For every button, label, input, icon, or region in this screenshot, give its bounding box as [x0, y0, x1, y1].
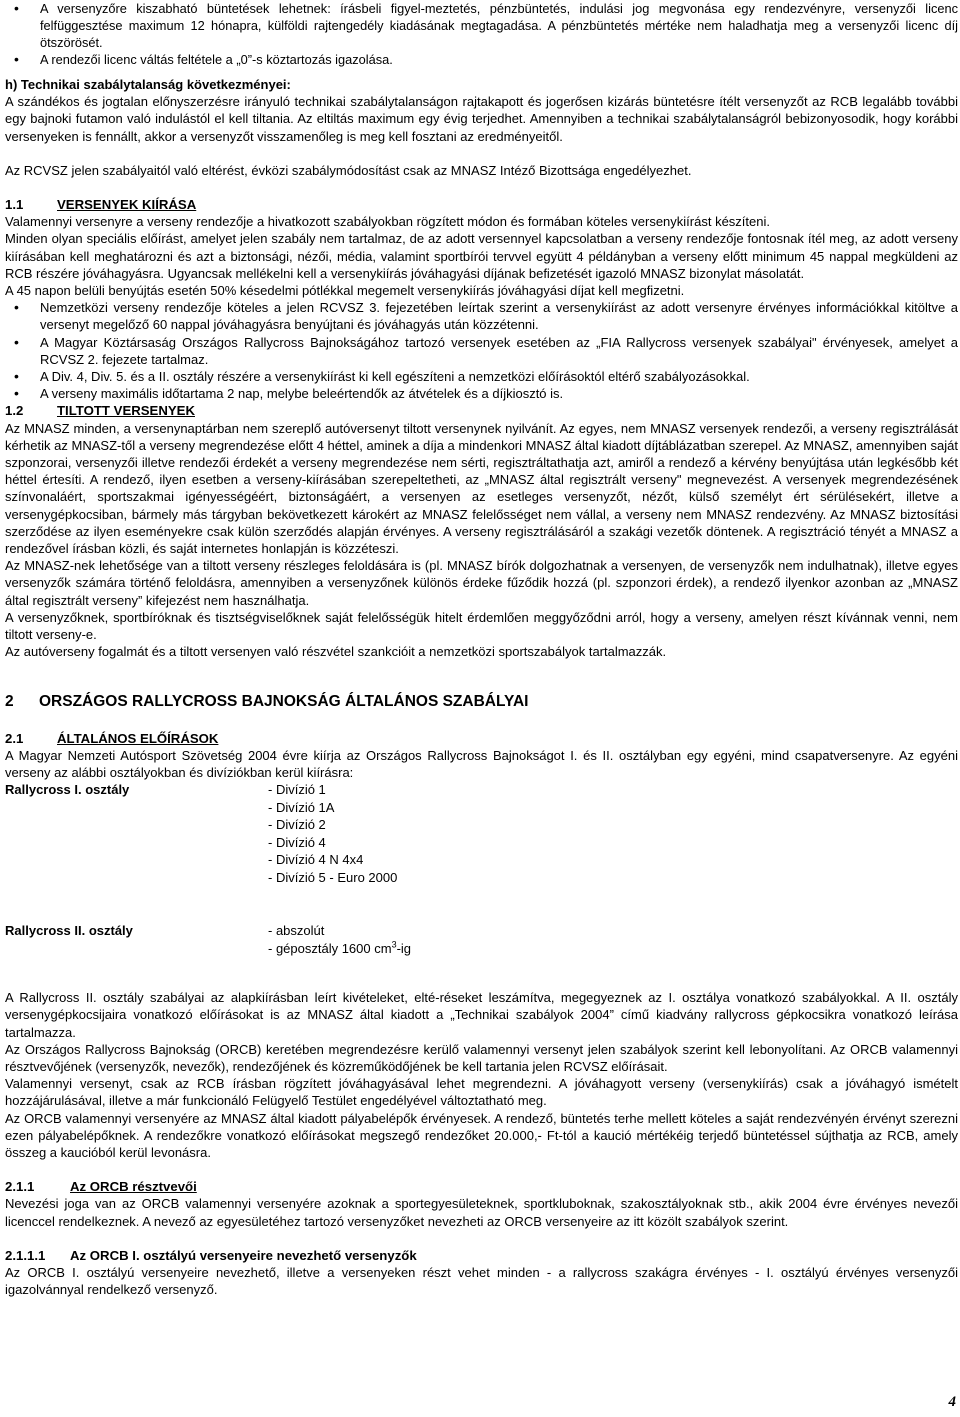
paragraph: Minden olyan speciális előírást, amelyet jelen szabály nem tartalmaz, de az adott versennyel kapcsolatban a verseny rendezője fontosnak ítél meg, az adott verseny kiírásában kell meghatározni és azt a biztonsági, nézői, média, valamint sportbírói tervvel együtt 4 példányban a verseny előtt minimum 45 nappal megküldeni az RCB részére jóváhagyásra. Ugyancsak mellékelni kell a versenykiírás jóváhagyási díjának befizetését igazoló MNASZ bizonylat másolatát.: [5, 231, 958, 281]
division-item: - Divízió 5 - Euro 2000: [268, 869, 398, 885]
document-page: [5, 0, 958, 1298]
paragraph: Az MNASZ minden, a versenynaptárban nem szereplő autóversenyt tiltott versenynek nyilvánít. Az egyes, nem MNASZ versenyek rendezői, a verseny regisztrálását kérhetik az MNASZ-től a verseny megrendezése előtt 4 héttel, aminek a díja a mindenkori MNASZ által kiadott díjtáblázatban szerepel. Az MNASZ, amennyiben saját szponzorai, versenyzői illetve rendezői érdekét a verseny megrendezése nem sérti, regisztráltathatja azt, amiről a rendező a kérvény benyújtása után legkésőbb két héttel értesíti. A rendező, ilyen esetben a verseny-kiírásában szerepeltetheti, az „MNASZ által regisztrált verseny" megnevezést. A versenyek megrendezésének színvonaláért, sportszakmai igényességéért, biztonságáért, a versenyen az esetleges versenyzőt, nézőt, külső személyt ért sérülésekért, illetve a versenygépkocsiban, bármely más tárgyban bekövetkezett károkért az MNASZ felelősséget nem vállal, a verseny nem MNASZ rendezvény. Az MNASZ biztosítási szerződése az ilyen eseményekre csak külön szerződés alapján érvényes. A verseny regisztrálásáról a szakági vezetők döntenek. A regisztráció tényét a MNASZ a rendezővel írásban közli, és saját internetes honlapján is közzéteszi.: [5, 420, 958, 557]
paragraph: Valamennyi versenyt, csak az RCB írásban rögzített jóváhagyásával lehet megrendezni. A jóváhagyott verseny (versenykiírás) csak a jóváhagyó ismételt hozzájárulásával, illetve a már funkcionáló Felügyelő Testület engedélyével változtatható meg.: [5, 1076, 958, 1109]
chapter-2-heading: [5, 691, 958, 713]
paragraph: Az ORCB I. osztályú versenyeire nevezhető, illetve a versenyeken részt vehet minden - a rallycross szakágra érvényes - I. osztályú érvényes versenyzői igazolvánnyal rendelkező versenyző.: [5, 1264, 958, 1298]
rallycross-class-2: [5, 922, 958, 957]
class-name: Rallycross II. osztály: [5, 923, 133, 939]
paragraph: A Magyar Nemzeti Autósport Szövetség 2004 évre kiírja az Országos Rallycross Bajnokságot I. és II. osztályban egy egyéni, mind csapatversenyre. Az egyéni verseny az alábbi osztályokban és divíziókban kerül kiírásra:: [5, 747, 958, 780]
division-text: -ig: [396, 940, 412, 956]
section-title: Az ORCB résztvevői: [70, 1179, 197, 1195]
section-number: 2.1: [5, 730, 24, 746]
section-number: 1.2: [5, 403, 24, 419]
section-2-1-1-1-heading: [5, 1247, 958, 1264]
chapter-number: 2: [5, 692, 14, 710]
list-item: • A Div. 4, Div. 5. és a II. osztály részére a versenykiírást ki kell egészíteni a nemzetközi előírásoktól eltérő szabályozásokkal.: [5, 368, 958, 385]
section-1-1-bullet-list: [5, 299, 958, 402]
penalty-bullet-list: [5, 0, 958, 68]
division-item: - Divízió 4 N 4x4: [268, 852, 364, 868]
division-item: - Divízió 1: [268, 782, 326, 798]
list-item: • A versenyzőre kiszabható büntetések lehetnek: írásbeli figyel-meztetés, pénzbüntetés, indulási jog megvonása egy rendezvényre, versenyzői licenc felfüggesztése maximum 12 hónapra, külföldi rajtengedély kiadásának megtagadása. A pénzbüntetés mértéke nem haladhatja meg a versenyzői licenc díj ötszörösét.: [5, 0, 958, 51]
paragraph: A Rallycross II. osztály szabályai az alapkiírásban leírt kivételeket, elté-réseket leszámítva, megegyeznek az I. osztálya vonatkozó szabályokkal. A II. osztály versenygépkocsijaira vonatkozó előírásokat is az MNASZ által kiadott a „Technikai szabályok 2004” című kiadvány rallycross gépkocsikra vonatkozó leírása tartalmazza.: [5, 990, 958, 1040]
division-item: - Divízió 1A: [268, 799, 335, 815]
rallycross-class-1: [5, 781, 958, 886]
section-2-1-1-heading: [5, 1178, 958, 1195]
section-number: 2.1.1: [5, 1179, 35, 1195]
class-name: Rallycross I. osztály: [5, 782, 130, 798]
paragraph: Az ORCB valamennyi versenyére az MNASZ által kiadott pályabelépők érvényesek. A rendező, büntetés terhe mellett köteles a saját rendezvényén érvényt szerezni ezen pályabelépőknek. A rendezőkre vonatkozó előírásokat megszegő rendezőket 20.000,- Ft-tól a kaució mértékéig terjedő büntetéssel sújthatja az RCB, amely összeg a kaucióból kerül levonásra.: [5, 1110, 958, 1160]
division-item: - abszolút: [268, 923, 325, 939]
page-number: 4: [948, 1393, 956, 1410]
paragraph: A versenyzőknek, sportbíróknak és tisztségviselőknek saját felelősségük hitelt érdemlően meggyőződni arról, hogy a verseny, amelyen részt kívánnak venni, nem tiltott verseny-e.: [5, 609, 958, 643]
section-h-title: h) Technikai szabálytalanság következményei:: [5, 77, 291, 92]
list-item: • A Magyar Köztársaság Országos Rallycross Bajnokságához tartozó versenyek esetében az „FIA Rallycross versenyek szabályai" érvényesek, amelyet a RCVSZ 2. fejezete tartalmaz.: [5, 334, 958, 368]
paragraph: Az MNASZ-nek lehetősége van a tiltott verseny részleges feloldására is (pl. MNASZ bírók dolgozhatnak a versenyen, de versenyzők nem indulhatnak), illetve egyes versenyzők számára történő feloldásra, amennyiben a versenyzőnek különös érdeke fűződik hozzá (pl. szponzori érdek), a rendező ilyenkor azonban az „MNASZ által regisztrált verseny” kifejezést nem használhatja.: [5, 558, 958, 608]
section-number: 2.1.1.1: [5, 1247, 46, 1263]
section-1-1-heading: [5, 196, 958, 213]
chapter-title: ORSZÁGOS RALLYCROSS BAJNOKSÁG ÁLTALÁNOS SZABÁLYAI: [39, 692, 529, 710]
section-title: Az ORCB I. osztályú versenyeire nevezhető versenyzők: [70, 1247, 417, 1263]
section-title: TILTOTT VERSENYEK: [57, 403, 195, 419]
list-item: • Nemzetközi verseny rendezője köteles a jelen RCVSZ 3. fejezetében leírtak szerint a versenykiírást az adott versenyre érvényes információkkal kitöltve a versenyt megelőző 60 nappal jóváhagyásra benyújtani és jóváhagyás után közzétenni.: [5, 299, 958, 333]
paragraph: Az autóverseny fogalmát és a tiltott versenyen való részvétel szankcióit a nemzetközi sportszabályok tartalmazzák.: [5, 644, 667, 660]
division-list: [268, 781, 397, 886]
paragraph: Nevezési joga van az ORCB valamennyi versenyére azoknak a sportegyesületeknek, sportkluboknak, szakosztályoknak stb., akik 2004 évre érvényes nevezői licenccel rendelkeznek. A nevező az egyesületéhez tartozó versenyzőket nevezheti az ORCB versenyeire az itt közölt szabályok szerint.: [5, 1196, 958, 1229]
section-1-2-heading: [5, 402, 958, 419]
superscript: 3: [391, 939, 397, 950]
division-item: - Divízió 2: [268, 817, 326, 833]
division-item: [268, 940, 411, 958]
section-2-1-heading: [5, 730, 958, 747]
section-title: ÁLTALÁNOS ELŐÍRÁSOK: [57, 730, 219, 746]
section-h-paragraph: A szándékos és jogtalan előnyszerzésre irányuló technikai szabálytalanságon rajtakapott és jogerősen kizárás büntetésre ítélt versenyzőt az RCB legalább további egy bajnoki futamon való indulástól el kell tiltania. Az eltiltás maximum egy évig terjedhet. Amennyiben a technikai szabálytalanságról bebizonyosodik, hogy korábbi versenyeken is fennállt, akkor a versenyzőt visszamenőleg is meg kell fosztani az eredményeitől.: [5, 94, 958, 144]
paragraph: Az Országos Rallycross Bajnokság (ORCB) keretében megrendezésre kerülő valamennyi versenyt jelen szabályok szerint kell lebonyolítani. Az ORCB valamennyi résztvevőjének (versenyzők, nevezők), rendezőjének és közreműködőjének be kell tartania jelen RCVSZ előírásait.: [5, 1041, 958, 1074]
list-item: • A verseny maximális időtartama 2 nap, melybe beleértendők az átvételek és a díjkiosztó is.: [5, 385, 958, 402]
division-list: [268, 922, 411, 957]
rcvsz-note: Az RCVSZ jelen szabályaitól való eltérést, évközi szabálymódosítást csak az MNASZ Intéző Bizottsága engedélyezhet.: [5, 162, 692, 178]
paragraph: A 45 napon belüli benyújtás esetén 50% késedelmi pótlékkal megemelt versenykiírás jóváhagyási díjat kell megfizetni.: [5, 283, 685, 299]
division-item: - Divízió 4: [268, 834, 326, 850]
division-text: - géposztály 1600 cm: [268, 940, 392, 956]
section-number: 1.1: [5, 197, 24, 213]
list-item: • A rendezői licenc váltás feltétele a „0”-s köztartozás igazolása.: [5, 51, 958, 68]
paragraph: Valamennyi versenyre a verseny rendezője a hivatkozott szabályokban rögzített módon és formában köteles versenykiírást készíteni.: [5, 214, 770, 230]
section-title: VERSENYEK KIÍRÁSA: [57, 197, 197, 213]
